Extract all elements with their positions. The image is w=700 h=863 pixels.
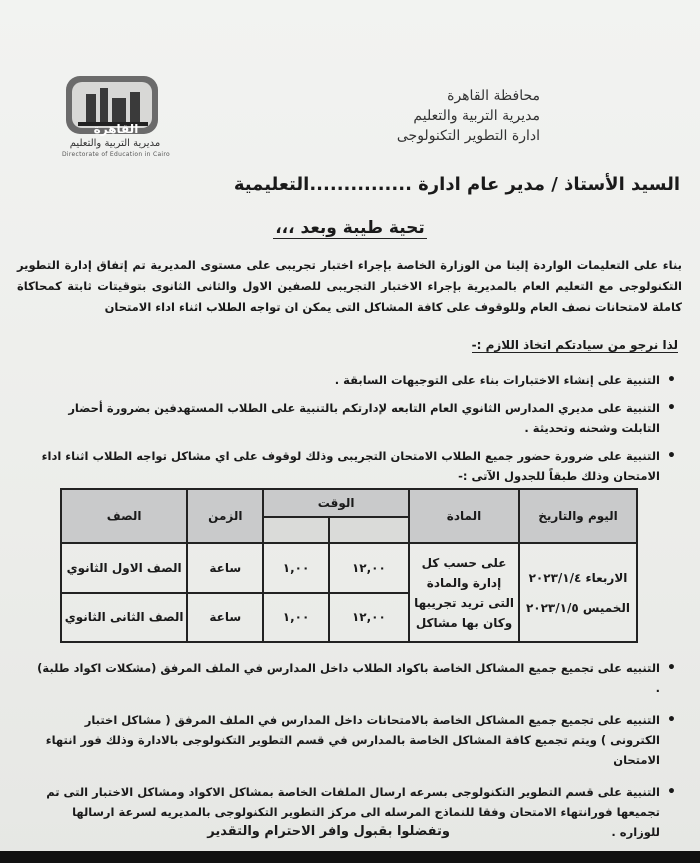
time-from-cell: ١٢,٠٠ — [329, 543, 409, 593]
list-item: • التنبية على إنشاء الاختبارات بناء على التوجيهات السابقة . — [33, 370, 678, 390]
date-row-2: الخميس ٢٠٢٣/١/٥ — [525, 600, 631, 615]
list-item: • التنبية على مديري المدارس الثانوي العام التابعه لإدارتكم بالتنبية على الطلاب المستهدفين بضرورة أحضار التابلت وشحنه وتحديثة . — [33, 398, 678, 438]
duration-cell: ساعة — [187, 543, 263, 593]
grade-cell: الصف الاول الثانوي — [61, 543, 187, 593]
list-item: • التنبيه على تجميع جميع المشاكل الخاصة باكواد الطلاب داخل المدارس في الملف المرفق (مشكلات اكواد طلبة) . — [33, 658, 678, 698]
exam-schedule-table — [60, 488, 638, 643]
header-date: اليوم والتاريخ — [519, 489, 637, 543]
list-item: • التنبية على قسم التطوير التكنولوجى بسرعه ارسال الملفات الخاصة بمشاكل الاكواد ومشاكل الاختبار التى تم تجميعها فورانتهاء الامتحان وفقا للنماذج المرسله الى مركز التطوير التكنولوجى بالمديريه لسرعة ارسالها للوزاره . — [33, 782, 678, 842]
greeting — [0, 218, 700, 239]
header-time-from — [329, 517, 409, 543]
dates-cell — [519, 543, 637, 642]
instructions-list-bottom — [33, 658, 678, 842]
list-item: • التنبية على ضرورة حضور جميع الطلاب الامتحان التجريبى وذلك لوقوف على اي مشاكل تواجه الطلاب اثناء اداء الامتحان وذلك طبقاً للجدول الآتى :- — [33, 446, 678, 486]
request-text: لذا نرجو من سيادتكم اتخاذ اللازم :- — [471, 338, 678, 352]
greeting-text: تحية طيبة وبعد ،،، — [275, 218, 425, 238]
addressee: السيد الأستاذ / مدير عام ادارة ...............التعليمية — [233, 174, 680, 195]
header-time-to — [263, 517, 328, 543]
time-to-cell: ١,٠٠ — [263, 543, 328, 593]
header-department: ادارة التطوير التكنولوجى — [396, 128, 540, 144]
list-item: • التنبيه على تجميع جميع المشاكل الخاصة بالامتحانات داخل المدارس في الملف المرفق ( مشاكل اختبار الكترونى ) ويتم تجميع كافة المشاكل الخاصة بالمدارس في قسم التطوير التكنولوجى بالادارة وذلك فور انتهاء الامتحان — [33, 710, 678, 770]
bottom-border — [0, 851, 700, 863]
letter-header — [397, 86, 540, 146]
header-duration: الزمن — [187, 489, 263, 543]
header-directorate: مديرية التربية والتعليم — [413, 108, 540, 124]
instructions-list-top — [33, 370, 678, 486]
header-subject: المادة — [409, 489, 519, 543]
request-line — [472, 338, 678, 352]
logo-name: القاهرة — [93, 122, 139, 136]
time-from-cell: ١٢,٠٠ — [329, 593, 409, 643]
header-grade: الصف — [61, 489, 187, 543]
header-time: الوقت — [263, 489, 409, 517]
time-to-cell: ١,٠٠ — [263, 593, 328, 643]
subject-cell: على حسب كل إدارة والمادة التى تريد تجريبها وكان بها مشاكل — [409, 543, 519, 642]
logo-arabic-caption: مديرية التربية والتعليم — [69, 138, 161, 149]
duration-cell: ساعة — [187, 593, 263, 643]
table-row — [61, 543, 637, 593]
intro-paragraph: بناء على التعليمات الواردة إلينا من الوزارة الخاصة بإجراء اختبار تجريبى على مستوى المديرية تم إتفاق إدارة التطوير التكنولوجى مع التعليم العام بالمديرية بإجراء الاختبار التجريبى للصفين الاول والثانى الثانوى بتوقيتات ثابتة كمحاكاة كاملة لامتحانات نصف العام وللوقوف على كافة المشاكل التى يمكن ان تواجه الطلاب اثناء اداء الامتحان — [17, 258, 682, 314]
date-row-1: الاربعاء ٢٠٢٣/١/٤ — [528, 570, 628, 585]
table-header-row — [61, 489, 637, 517]
header-governorate: محافظة القاهرة — [447, 88, 540, 104]
closing-line: وتفضلوا بقبول وافر الاحترام والتقدير — [207, 824, 450, 839]
grade-cell: الصف الثانى الثانوي — [61, 593, 187, 643]
logo-english-caption: Directorate of Education in Cairo — [61, 151, 170, 158]
